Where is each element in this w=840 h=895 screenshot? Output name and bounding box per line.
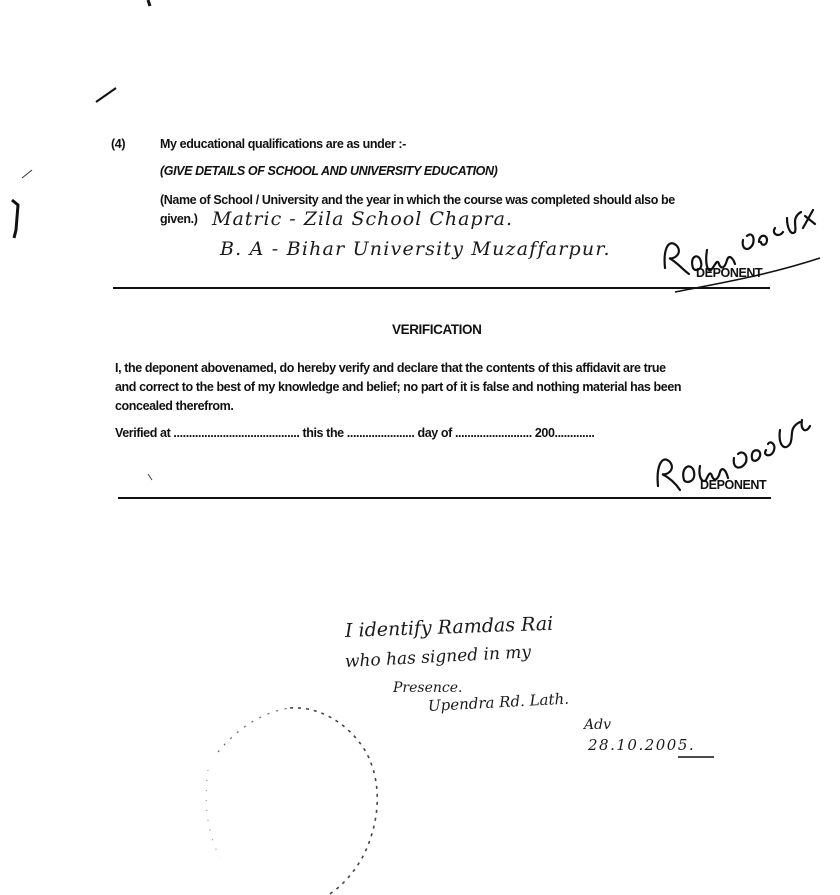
verification-body-line-1: I, the deponent abovenamed, do hereby verify and declare that the contents of this affidavit are true	[115, 361, 666, 375]
section-instruction: (GIVE DETAILS OF SCHOOL AND UNIVERSITY EDUCATION)	[160, 164, 498, 178]
verification-body-line-3: concealed therefrom.	[115, 399, 234, 413]
identification-line-1: I identify Ramdas Rai	[344, 612, 554, 642]
handwritten-entry-ba: B. A - Bihar University Muzaffarpur.	[220, 238, 611, 260]
section-divider	[113, 287, 770, 289]
verification-body-line-2: and correct to the best of my knowledge and belief; no part of it is false and nothing material has been	[115, 380, 682, 394]
note-line-1: (Name of School / University and the year in which the course was completed should also be	[160, 193, 675, 207]
identification-line-4: Upendra Rd. Lath.	[427, 689, 570, 715]
handwritten-entry-matric: Matric - Zila School Chapra.	[212, 208, 514, 230]
verification-divider	[118, 497, 771, 499]
section-number: (4)	[111, 137, 126, 151]
date-underline	[678, 754, 718, 760]
deponent-label-bottom: DEPONENT	[700, 478, 767, 492]
stamp-outline	[198, 700, 388, 895]
identification-date: 28.10.2005.	[588, 736, 696, 754]
note-line-2: given.)	[160, 212, 198, 226]
identification-line-2: who has signed in my	[344, 642, 532, 672]
identification-line-3: Presence.	[393, 680, 463, 696]
verified-at-line: Verified at ......................................... this the ...................... day of ......................... 200.............	[115, 426, 595, 440]
section-heading: My educational qualifications are as under :-	[160, 137, 406, 151]
deponent-label-top: DEPONENT	[696, 266, 763, 280]
identification-line-5: Adv	[584, 717, 611, 733]
verification-title: VERIFICATION	[392, 322, 482, 337]
